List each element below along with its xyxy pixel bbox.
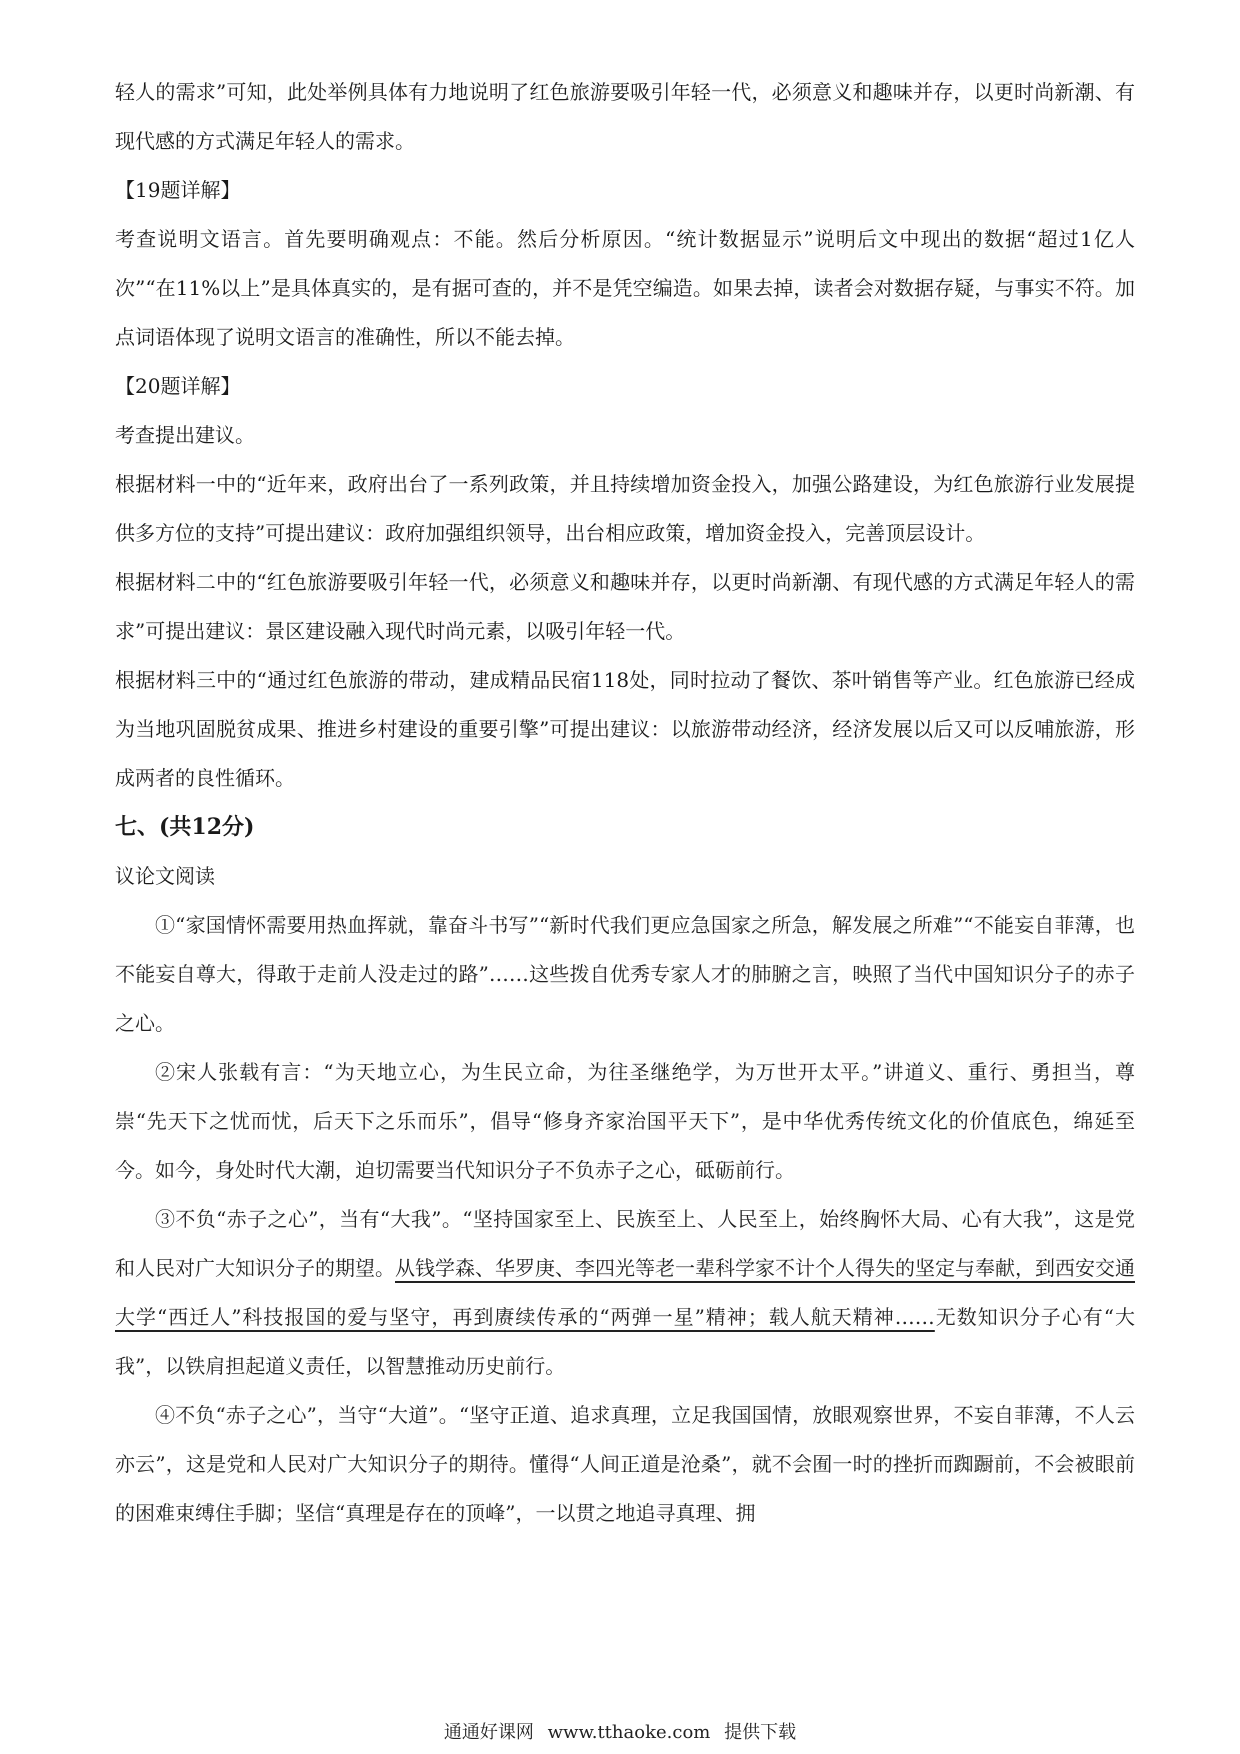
essay-paragraph-4: ④不负“赤子之心”，当守“大道”。“坚守正道、追求真理，立足我国国情，放眼观察世界，不妄自菲薄，不人云亦云”，这是党和人民对广大知识分子的期待。懂得“人间正道是沧桑”，就不会囿一时的挫折而踟蹰前，不会被眼前的困难束缚住手脚；坚信“真理是存在的顶峰”，一以贯之地追寻真理、拥: [115, 1403, 1135, 1525]
essay-paragraph-2: ②宋人张载有言：“为天地立心，为生民立命，为往圣继绝学，为万世开太平。”讲道义、重行、勇担当，尊崇“先天下之忧而忧，后天下之乐而乐”，倡导“修身齐家治国平天下”，是中华优秀传统文化的价值底色，绵延至今。如今，身处时代大潮，迫切需要当代知识分子不负赤子之心，砥砺前行。: [115, 1060, 1135, 1182]
footer-suffix: 提供下载: [724, 1722, 797, 1743]
essay-paragraph-1: ①“家国情怀需要用热血挥就，靠奋斗书写”“新时代我们更应急国家之所急，解发展之所难”“不能妄自菲薄，也不能妄自尊大，得敢于走前人没走过的路”……这些拨自优秀专家人才的肺腑之言，映照了当代中国知识分子的赤子之心。: [115, 913, 1135, 1035]
footer-url[interactable]: www.tthaoke.com: [547, 1722, 711, 1743]
q20-paragraph-3: 根据材料三中的“通过红色旅游的带动，建成精品民宿118处，同时拉动了餐饮、茶叶销售等产业。红色旅游已经成为当地巩固脱贫成果、推进乡村建设的重要引擎”可提出建议：以旅游带动经济，经济发展以后又可以反哺旅游，形成两者的良性循环。: [115, 668, 1135, 790]
section-7-title: 七、(共12分): [115, 814, 255, 840]
q20-paragraph-1: 根据材料一中的“近年来，政府出台了一系列政策，并且持续增加资金投入，加强公路建设，为红色旅游行业发展提供多方位的支持”可提出建议：政府加强组织领导，出台相应政策，增加资金投入，完善顶层设计。: [115, 472, 1135, 545]
document-page: [115, 68, 1135, 1538]
q19-body: 考查说明文语言。首先要明确观点：不能。然后分析原因。“统计数据显示”说明后文中现出的数据“超过1亿人次”“在11%以上”是具体真实的，是有据可查的，并不是凭空编造。如果去掉，读者会对数据存疑，与事实不符。加点词语体现了说明文语言的准确性，所以不能去掉。: [115, 227, 1135, 349]
q20-intro: 考查提出建议。: [115, 423, 255, 447]
q19-title: 【19题详解】: [115, 178, 241, 202]
q20-title: 【20题详解】: [115, 374, 241, 398]
q20-paragraph-2: 根据材料二中的“红色旅游要吸引年轻一代，必须意义和趣味并存，以更时尚新潮、有现代感的方式满足年轻人的需求”可提出建议：景区建设融入现代时尚元素，以吸引年轻一代。: [115, 570, 1135, 643]
essay-paragraph-3-underlined: 从钱学森、华罗庚、李四光等老一辈科学家不计个人得失的坚定与奉献，到西安交通大学“西迁人”科技报国的爱与坚守，再到赓续传承的“两弹一星”精神；载人航天精神……: [115, 1256, 1135, 1329]
essay-paragraph-3: [115, 1195, 1135, 1391]
section-7-subtitle: 议论文阅读: [115, 864, 215, 888]
continuation-text: 轻人的需求”可知，此处举例具体有力地说明了红色旅游要吸引年轻一代，必须意义和趣味并存，以更时尚新潮、有现代感的方式满足年轻人的需求。: [115, 80, 1135, 153]
page-footer: [0, 1718, 1240, 1744]
essay-paragraph-3-tail: 无数知识分子心有“大我”，以铁肩担起道义责任，以智慧推动历史前行。: [115, 1305, 1135, 1378]
footer-site-name: 通通好课网: [443, 1722, 534, 1743]
essay-paragraph-3-lead: ③不负“赤子之心”，当有“大我”。“坚持国家至上、民族至上、人民至上，始终胸怀大局、心有大我”，这是党和人民对广大知识分子的期望。: [115, 1207, 1135, 1280]
